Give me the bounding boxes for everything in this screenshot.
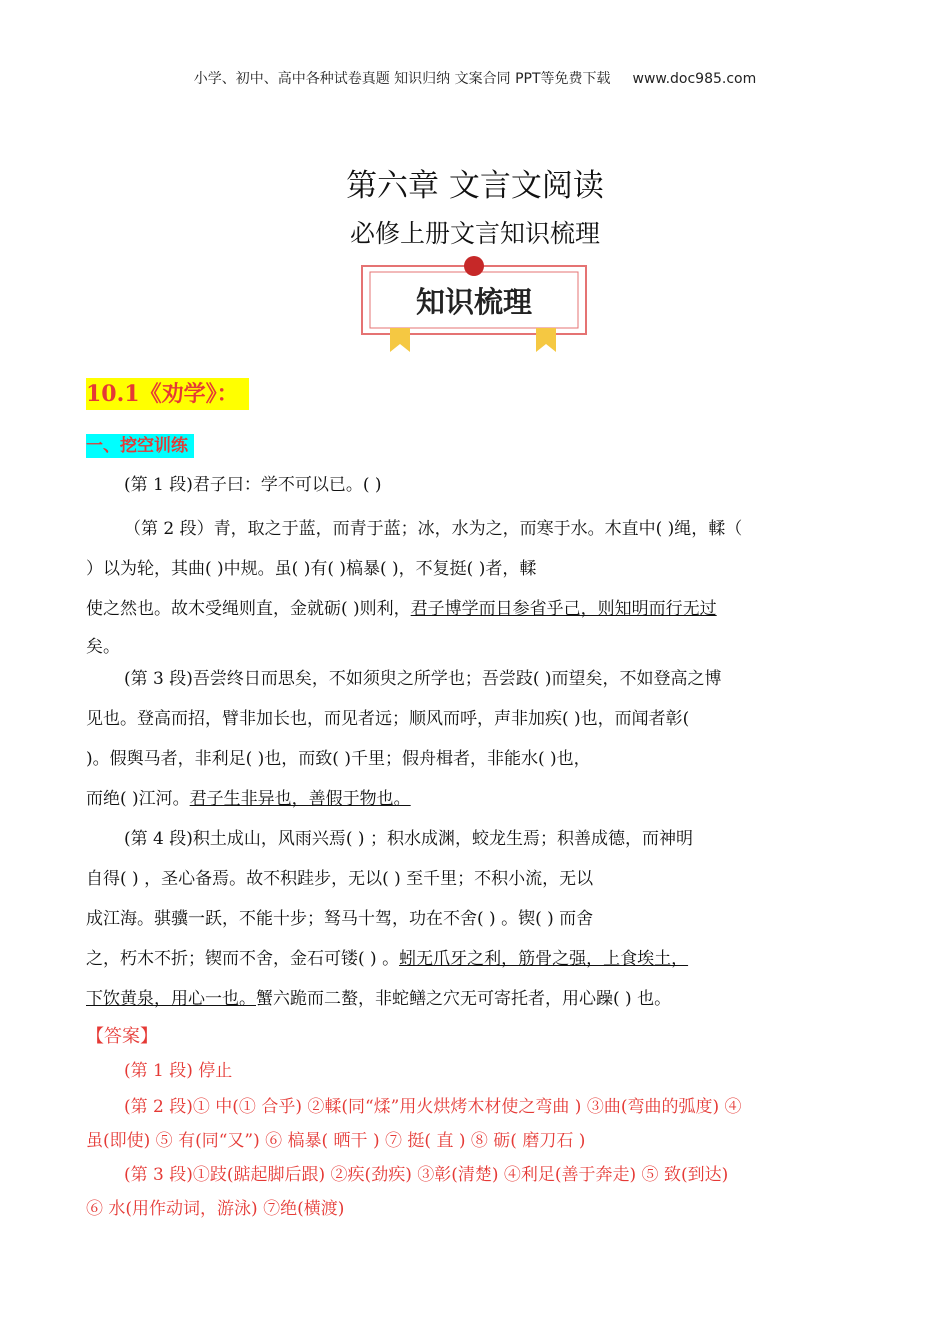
body-line: 成江海。骐骥一跃，不能十步；驽马十驾，功在不舍( ) 。锲( ) 而舍 bbox=[86, 909, 594, 929]
answer-heading: 【答案】 bbox=[86, 1026, 158, 1047]
header-text: 小学、初中、高中各种试卷真题 知识归纳 文案合同 PPT等免费下载 bbox=[193, 71, 611, 87]
answer-line: (第 1 段) 停止 bbox=[124, 1061, 233, 1081]
body-line: (第 1 段)君子曰：学不可以已。( ) bbox=[124, 475, 382, 495]
body-line: 自得( ) ，圣心备焉。故不积跬步，无以( ) 至千里；不积小流，无以 bbox=[86, 869, 594, 889]
answer-line: 虽(即使) ⑤ 有(同“又”) ⑥ 槁暴( 晒干 ) ⑦ 挺( 直 ) ⑧ 砺( 磨刀石 ) bbox=[86, 1131, 586, 1151]
section-title: 10.1《劝学》： bbox=[86, 378, 249, 410]
body-line bbox=[86, 594, 870, 619]
body-line: ）以为轮，其曲( )中规。虽( )有( )槁暴( )，不复挺( )者，輮 bbox=[86, 559, 537, 579]
body-line: （第 2 段）青，取之于蓝，而青于蓝；冰，水为之，而寒于水。木直中( )绳，輮（ bbox=[124, 519, 743, 539]
page-header bbox=[0, 68, 950, 88]
chapter-title: 第六章 文言文阅读 bbox=[346, 168, 604, 204]
answer-line: (第 2 段)① 中(① 合乎) ②輮(同“煣”用火烘烤木材使之弯曲 ) ③曲(弯曲的弧度) ④ bbox=[124, 1097, 742, 1117]
body-line: (第 3 段)吾尝终日而思矣，不如须臾之所学也；吾尝跂( )而望矣，不如登高之博 bbox=[124, 669, 722, 689]
body-line: 见也。登高而招，臂非加长也，而见者远；顺风而呼，声非加疾( )也，而闻者彰( bbox=[86, 709, 690, 729]
subsection-title: 一、挖空训练 bbox=[86, 434, 194, 458]
body-line bbox=[86, 984, 870, 1009]
body-line: 矣。 bbox=[86, 637, 120, 657]
chapter-subtitle: 必修上册文言知识梳理 bbox=[349, 219, 600, 248]
underlined-sentence: 君子生非异也，善假于物也。 bbox=[189, 789, 411, 809]
banner-label: 知识梳理 bbox=[415, 285, 532, 319]
underlined-sentence: 君子博学而日参省乎己，则知明而行无过 bbox=[410, 599, 717, 619]
body-line bbox=[86, 784, 870, 809]
knowledge-banner bbox=[360, 256, 588, 356]
header-url[interactable]: www.doc985.com bbox=[632, 71, 757, 87]
body-line: )。假舆马者，非利足( )也，而致( )千里；假舟楫者，非能水( )也， bbox=[86, 749, 591, 769]
body-text: 之，朽木不折；锲而不舍，金石可镂( ) 。 bbox=[86, 949, 400, 969]
body-line: (第 4 段)积土成山，风雨兴焉( ) ；积水成渊，蛟龙生焉；积善成德，而神明 bbox=[124, 829, 693, 849]
underlined-sentence: 蚓无爪牙之利，筋骨之强，上食埃土， bbox=[399, 949, 689, 969]
underlined-sentence: 下饮黄泉，用心一也。 bbox=[86, 989, 256, 1009]
body-text: 蟹六跪而二螯，非蛇鳝之穴无可寄托者，用心躁( ) 也。 bbox=[256, 989, 672, 1009]
body-text: 使之然也。故木受绳则直，金就砺( )则利， bbox=[86, 599, 411, 619]
body-text: 而绝( )江河。 bbox=[86, 789, 190, 809]
answer-line: ⑥ 水(用作动词，游泳) ⑦绝(横渡) bbox=[86, 1199, 345, 1219]
body-line bbox=[86, 944, 870, 969]
answer-line: (第 3 段)①跂(踮起脚后跟) ②疾(劲疾) ③彰(清楚) ④利足(善于奔走) ⑤ 致(到达) bbox=[124, 1165, 729, 1185]
